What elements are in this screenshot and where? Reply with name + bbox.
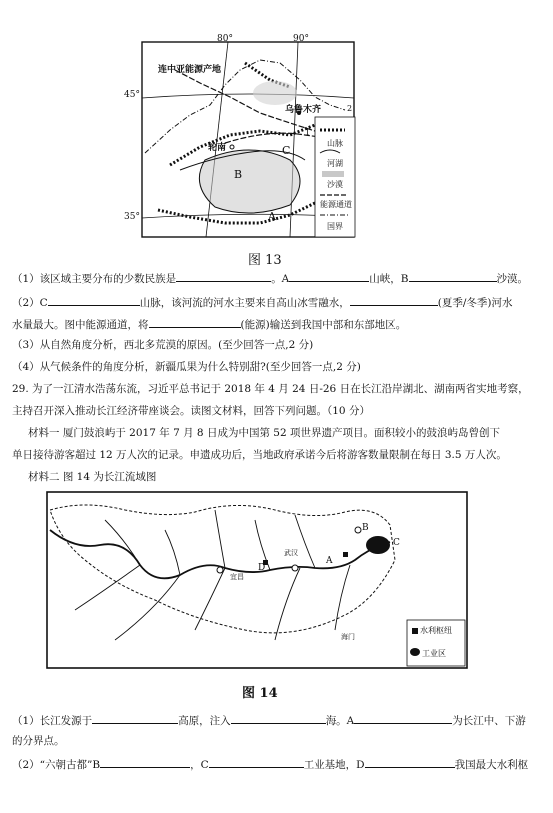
fig14-label-yichang: 宜昌 (230, 573, 244, 581)
legend-border: 国界 (327, 222, 343, 231)
lat-label-35: 35° (124, 212, 140, 222)
legend-river: 河湖 (327, 159, 343, 168)
question-29-1: （1）长江发源于 高原，注入 海。A 为长江中、下游 (12, 712, 526, 728)
label-A: A (268, 210, 276, 223)
figure-14-caption: 图 14 (242, 686, 278, 701)
answer-blank[interactable] (354, 712, 452, 724)
legend-mountain: 山脉 (327, 139, 343, 148)
question-29-1-cont: 的分界点。 (12, 735, 65, 747)
lon-label-90: 90° (293, 34, 309, 44)
question-29-2: （2）“六朝古都”B ，C 工业基地，D 我国最大水利枢 (12, 756, 528, 772)
question-1: （1）该区域主要分布的少数民族是 。A 山峡，B 沙漠。 (12, 270, 528, 286)
legend-energy: 能源通道 (320, 200, 352, 209)
fig14-legend-hub: 水利枢纽 (420, 626, 452, 635)
question-2-cont: 水量最大。图中能源通道，将 (能源)输送到我国中部和东部地区。 (12, 316, 406, 332)
fig14-label-D: D (258, 563, 266, 573)
fig14-label-C: C (393, 538, 400, 548)
answer-blank[interactable] (176, 270, 271, 282)
question-29-intro-2: 主持召开深入推动长江经济带座谈会。读图文材料，回答下列问题。（10 分） (12, 405, 370, 417)
label-pipeline-origin: 连中亚能源产地 (158, 65, 222, 75)
label-luntai: 轮南 (208, 143, 227, 153)
answer-blank[interactable] (231, 712, 326, 724)
answer-blank[interactable] (365, 756, 455, 768)
legend-desert: 沙漠 (327, 180, 343, 189)
answer-blank[interactable] (289, 270, 369, 282)
question-4: （4）从气候条件的角度分析，新疆瓜果为什么特别甜?(至少回答一点,2 分) (12, 361, 361, 373)
answer-blank[interactable] (350, 294, 438, 306)
figure-14-map (45, 490, 470, 670)
answer-blank[interactable] (209, 756, 304, 768)
fig14-legend-industry: 工业区 (422, 649, 446, 658)
material-1: 材料一 厦门鼓浪屿于 2017 年 7 月 8 日成为中国第 52 项世界遗产项目。面积较小的鼓浪屿岛曾创下 (28, 427, 500, 439)
answer-blank[interactable] (149, 316, 241, 328)
figure-13-caption: 图 13 (248, 253, 282, 268)
fig14-label-coast: 海门 (341, 633, 355, 641)
question-2: （2）C 山脉，该河流的河水主要来自高山冰雪融水， (夏季/冬季)河水 (12, 294, 512, 310)
answer-blank[interactable] (100, 756, 190, 768)
label-urumqi: 乌鲁木齐 (285, 105, 322, 115)
question-3: （3）从自然角度分析，西北多荒漠的原因。(至少回答一点,2 分) (12, 339, 314, 351)
label-1: 1 (305, 128, 311, 137)
label-C: C (282, 144, 291, 157)
answer-blank[interactable] (48, 294, 140, 306)
label-B: B (234, 168, 243, 181)
answer-blank[interactable] (92, 712, 178, 724)
fig14-label-B: B (362, 523, 369, 533)
lon-label-80: 80° (217, 34, 233, 44)
answer-blank[interactable] (409, 270, 497, 282)
question-29-intro: 29. 为了一江清水浩荡东流，习近平总书记于 2018 年 4 月 24 日-26 日在长江沿岸湖北、湖南两省实地考察， (12, 383, 529, 395)
fig14-label-A: A (326, 556, 333, 566)
material-1-cont: 单日接待游客超过 12 万人次的记录。申遗成功后，当地政府承诺今后将游客数量限制在每日 3.5 万人次。 (12, 449, 507, 461)
fig14-label-wuhan: 武汉 (284, 549, 298, 557)
material-2: 材料二 图 14 为长江流域图 (28, 471, 157, 483)
lat-label-45: 45° (124, 90, 140, 100)
label-2: 2 (347, 104, 353, 113)
